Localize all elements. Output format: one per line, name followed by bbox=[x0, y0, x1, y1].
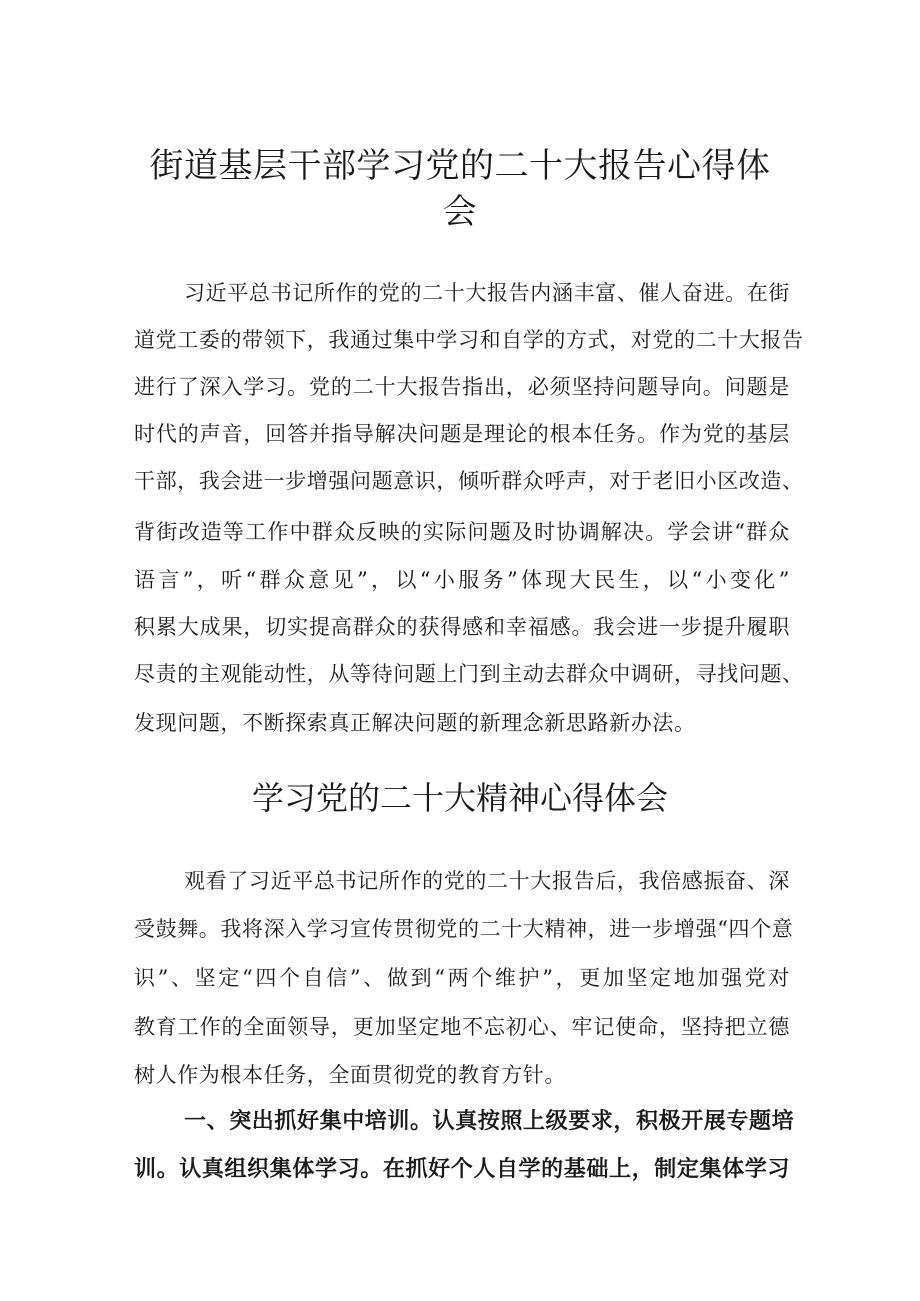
para1-line: 习近平总书记所作的党的二十大报告内涵丰富、催人奋进。在街 bbox=[184, 281, 790, 305]
para2-line: 教育工作的全面领导，更加坚定地不忘初心、牢记使命，坚持把立德 bbox=[134, 1015, 790, 1039]
section-title: 学习党的二十大精神心得体会 bbox=[251, 779, 668, 817]
main-title-line-2: 会 bbox=[442, 192, 478, 232]
para1-line: 积累大成果，切实提高群众的获得感和幸福感。我会进一步提升履职 bbox=[134, 615, 790, 639]
para1-line: 尽责的主观能动性，从等待问题上门到主动去群众中调研，寻找问题、 bbox=[134, 662, 804, 686]
para2-line: 树人作为根本任务，全面贯彻党的教育方针。 bbox=[134, 1063, 566, 1087]
para2-line: 观看了习近平总书记所作的党的二十大报告后，我倍感振奋、深 bbox=[184, 869, 790, 893]
para1-line: 背街改造等工作中群众反映的实际问题及时协调解决。学会讲“群众 bbox=[134, 520, 790, 544]
para3-line: 一、突出抓好集中培训。认真按照上级要求，积极开展专题培 bbox=[184, 1109, 795, 1134]
para2-line: 识”、坚定“四个自信”、做到“两个维护”，更加坚定地加强党对 bbox=[134, 966, 790, 990]
para1-line: 发现问题，不断探索真正解决问题的新理念新思路新办法。 bbox=[134, 711, 696, 735]
para1-line: 进行了深入学习。党的二十大报告指出，必须坚持问题导向。问题是 bbox=[134, 375, 790, 399]
para1-line: 干部，我会进一步增强问题意识，倾听群众呼声，对于老旧小区改造、 bbox=[134, 469, 804, 493]
main-title-line-1: 街道基层干部学习党的二十大报告心得体 bbox=[149, 146, 771, 186]
para2-line: 受鼓舞。我将深入学习宣传贯彻党的二十大精神，进一步增强“四个意 bbox=[134, 917, 794, 941]
para1-line: 道党工委的带领下，我通过集中学习和自学的方式，对党的二十大报告 bbox=[134, 328, 804, 352]
para3-line: 训。认真组织集体学习。在抓好个人自学的基础上，制定集体学习 bbox=[134, 1157, 790, 1182]
para1-line: 语言”，听“群众意见”，以“小服务”体现大民生，以“小变化” bbox=[134, 568, 790, 592]
para1-line: 时代的声音，回答并指导解决问题是理论的根本任务。作为党的基层 bbox=[134, 422, 790, 446]
